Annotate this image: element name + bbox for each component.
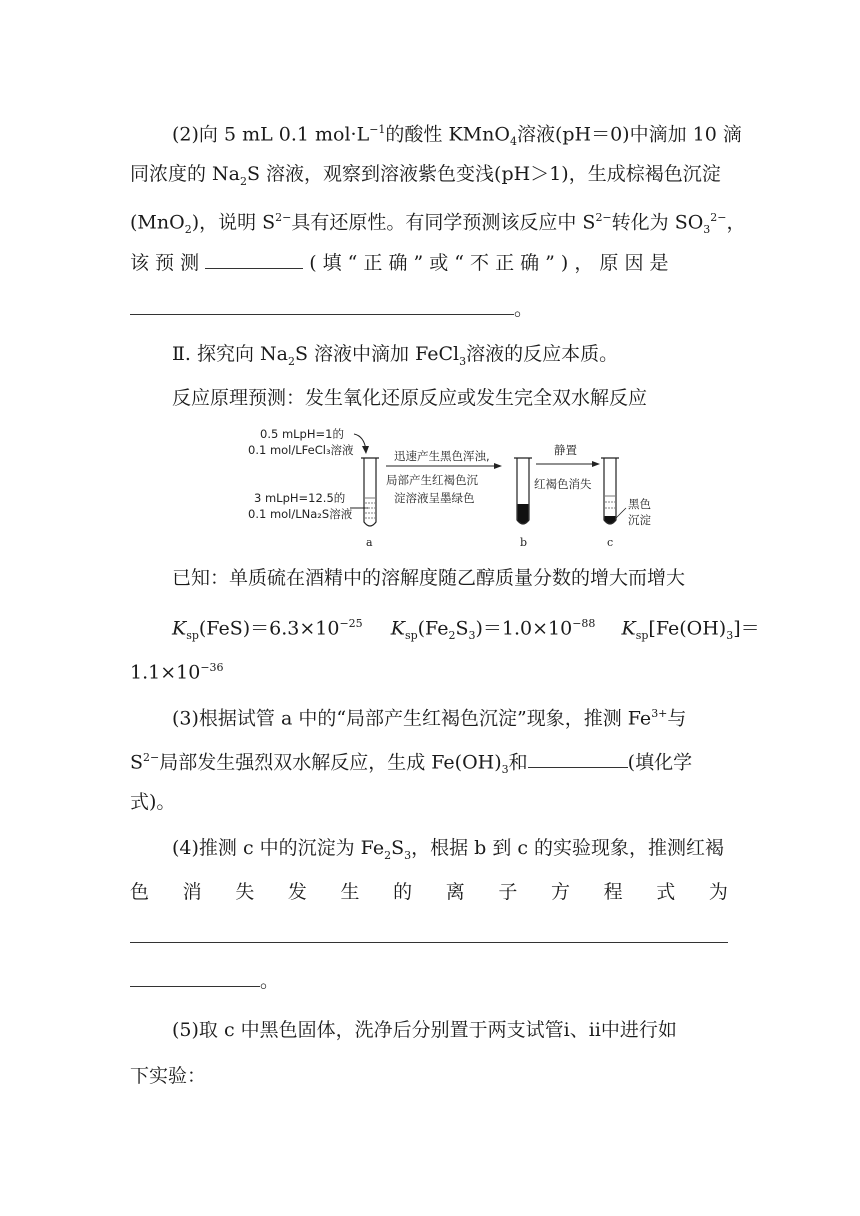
- text: ( 填 “ 正 确 ” 或 “ 不 正 确 ” ) ， 原 因 是: [309, 252, 669, 274]
- observation-text: 红褐色消失: [534, 477, 592, 491]
- ksp-values: [172, 612, 760, 648]
- text: (MnO: [130, 211, 185, 234]
- subscript: 2: [184, 223, 192, 237]
- superscript: 2−: [143, 751, 160, 764]
- text: S: [391, 837, 405, 859]
- subscript: 2: [384, 848, 392, 862]
- reagent-label: 0.5 mLpH=1的: [260, 427, 344, 441]
- q2-line-4: [130, 250, 669, 275]
- text: S 溶液，观察到溶液紫色变浅(pH＞1)，生成棕褐色沉淀: [247, 163, 721, 185]
- arrow-head: [362, 446, 369, 454]
- pointer-line: [616, 508, 626, 518]
- text: 失: [235, 881, 255, 903]
- text: 转化为 SO: [611, 211, 704, 234]
- text: 方: [551, 881, 571, 903]
- text: 子: [498, 881, 518, 903]
- text: )，说明 S: [191, 211, 276, 234]
- text: Ⅱ. 探究向 Na: [172, 343, 288, 365]
- q4-line-1: [172, 836, 724, 868]
- text: ，: [726, 211, 746, 234]
- text: 溶液的反应本质。: [466, 343, 619, 365]
- answer-blank[interactable]: [130, 296, 514, 315]
- subscript: 3: [703, 223, 711, 237]
- text: 该 预 测: [130, 252, 200, 274]
- text: 和: [508, 751, 528, 774]
- test-tube-a: [361, 458, 379, 526]
- known-solubility: 已知：单质硫在酒精中的溶解度随乙醇质量分数的增大而增大: [172, 567, 686, 589]
- text: S: [455, 617, 469, 640]
- observation-text: 静置: [554, 443, 577, 457]
- text: ]＝: [733, 617, 760, 640]
- text: 同浓度的 Na: [130, 163, 240, 185]
- q2-line-2: [130, 162, 721, 194]
- text: 与: [667, 707, 687, 730]
- text: 的酸性 KMnO: [385, 123, 510, 146]
- q4-line-2: [130, 880, 728, 904]
- subscript: 3: [459, 354, 467, 368]
- q2-line-3: [130, 206, 746, 242]
- tube-label-b: b: [520, 536, 528, 549]
- subscript: sp: [404, 629, 418, 643]
- text: 生: [340, 881, 360, 903]
- subscript: 2: [240, 174, 247, 188]
- superscript: −25: [339, 617, 363, 630]
- text: K: [172, 617, 187, 640]
- subscript: 3: [468, 629, 476, 643]
- q2-line-1: [172, 118, 742, 154]
- superscript: 2−: [595, 211, 612, 224]
- text: 具有还原性。有同学预测该反应中 S: [291, 211, 596, 234]
- tube-label-a: a: [366, 536, 373, 549]
- answer-blank[interactable]: [130, 968, 260, 987]
- q4-line-4: [130, 968, 279, 993]
- subscript: 3: [726, 629, 734, 643]
- text: ，根据 b 到 c 的实验现象，推测红褐: [411, 837, 725, 859]
- text: 1.1×10: [130, 661, 201, 684]
- arrow-head: [592, 461, 600, 467]
- subscript: 3: [501, 763, 509, 777]
- reaction-principle: 反应原理预测：发生氧化还原反应或发生完全双水解反应: [172, 387, 648, 409]
- text: 色: [130, 881, 150, 903]
- text: 式: [656, 881, 676, 903]
- text: (填化学: [627, 751, 693, 774]
- text: 局部发生强烈双水解反应，生成 Fe(OH): [159, 751, 502, 774]
- reagent-label: 0.1 mol/LNa₂S溶液: [248, 507, 353, 521]
- text: 为: [708, 881, 728, 903]
- text: S: [130, 751, 144, 774]
- answer-blank[interactable]: [130, 924, 728, 943]
- q3-line-2: [130, 746, 692, 782]
- text: 发: [287, 881, 307, 903]
- subscript: 2: [448, 629, 456, 643]
- test-tube-b: [514, 458, 532, 524]
- text: K: [390, 617, 405, 640]
- text: (2)向 5 mL 0.1 mol·L: [172, 123, 370, 146]
- answer-blank[interactable]: [205, 250, 303, 269]
- text: )＝1.0×10: [475, 617, 573, 640]
- text: (FeS)＝6.3×10: [198, 617, 340, 640]
- q3-line-3: 式)。: [130, 791, 176, 813]
- superscript: −1: [369, 123, 386, 136]
- observation-text: 淀溶液呈墨绿色: [394, 491, 475, 505]
- text: S 溶液中滴加 FeCl: [295, 343, 460, 365]
- observation-text: 局部产生红褐色沉: [386, 473, 478, 487]
- text: K: [621, 617, 636, 640]
- q3-line-1: [172, 702, 686, 730]
- text: (4)推测 c 中的沉淀为 Fe: [172, 837, 385, 859]
- q2-line-5: [130, 296, 533, 321]
- reagent-label: 0.1 mol/LFeCl₃溶液: [248, 443, 354, 457]
- superscript: −36: [200, 661, 224, 674]
- text: 溶液(pH＝0)中滴加 10 滴: [516, 123, 742, 146]
- arrow-head: [494, 463, 502, 469]
- text: 程: [603, 881, 623, 903]
- superscript: −88: [572, 617, 596, 630]
- superscript: 3+: [651, 707, 668, 720]
- reagent-label: 3 mLpH=12.5的: [254, 491, 346, 505]
- observation-text: 迅速产生黑色浑浊,: [394, 449, 490, 463]
- q4-line-3: [130, 924, 728, 949]
- subscript: sp: [186, 629, 199, 643]
- text: 。: [514, 298, 534, 320]
- subscript: sp: [635, 629, 649, 643]
- experiment-diagram: [236, 424, 676, 554]
- text: 的: [393, 881, 413, 903]
- subscript: 3: [404, 848, 412, 862]
- answer-blank[interactable]: [528, 749, 628, 768]
- subscript: 2: [288, 354, 295, 368]
- text: 离: [445, 881, 465, 903]
- tube-label-c: c: [607, 536, 614, 549]
- precipitate-label: 沉淀: [628, 513, 651, 527]
- ksp-values-cont: [130, 656, 224, 684]
- precipitate-label: 黑色: [628, 497, 651, 511]
- subscript: 4: [509, 135, 517, 149]
- superscript: 2−: [710, 211, 727, 224]
- text: [Fe(OH): [648, 617, 727, 640]
- text: 。: [260, 970, 280, 992]
- test-tube-c: [601, 458, 619, 524]
- text: (Fe: [417, 617, 449, 640]
- text: (3)根据试管 a 中的“局部产生红褐色沉淀”现象，推测 Fe: [172, 707, 652, 730]
- q5-line-2: 下实验：: [130, 1065, 207, 1087]
- q5-line-1: (5)取 c 中黑色固体，洗净后分别置于两支试管ⅰ、ⅱ中进行如: [172, 1019, 677, 1041]
- text: 消: [182, 881, 202, 903]
- part2-title: [172, 342, 618, 374]
- superscript: 2−: [275, 211, 292, 224]
